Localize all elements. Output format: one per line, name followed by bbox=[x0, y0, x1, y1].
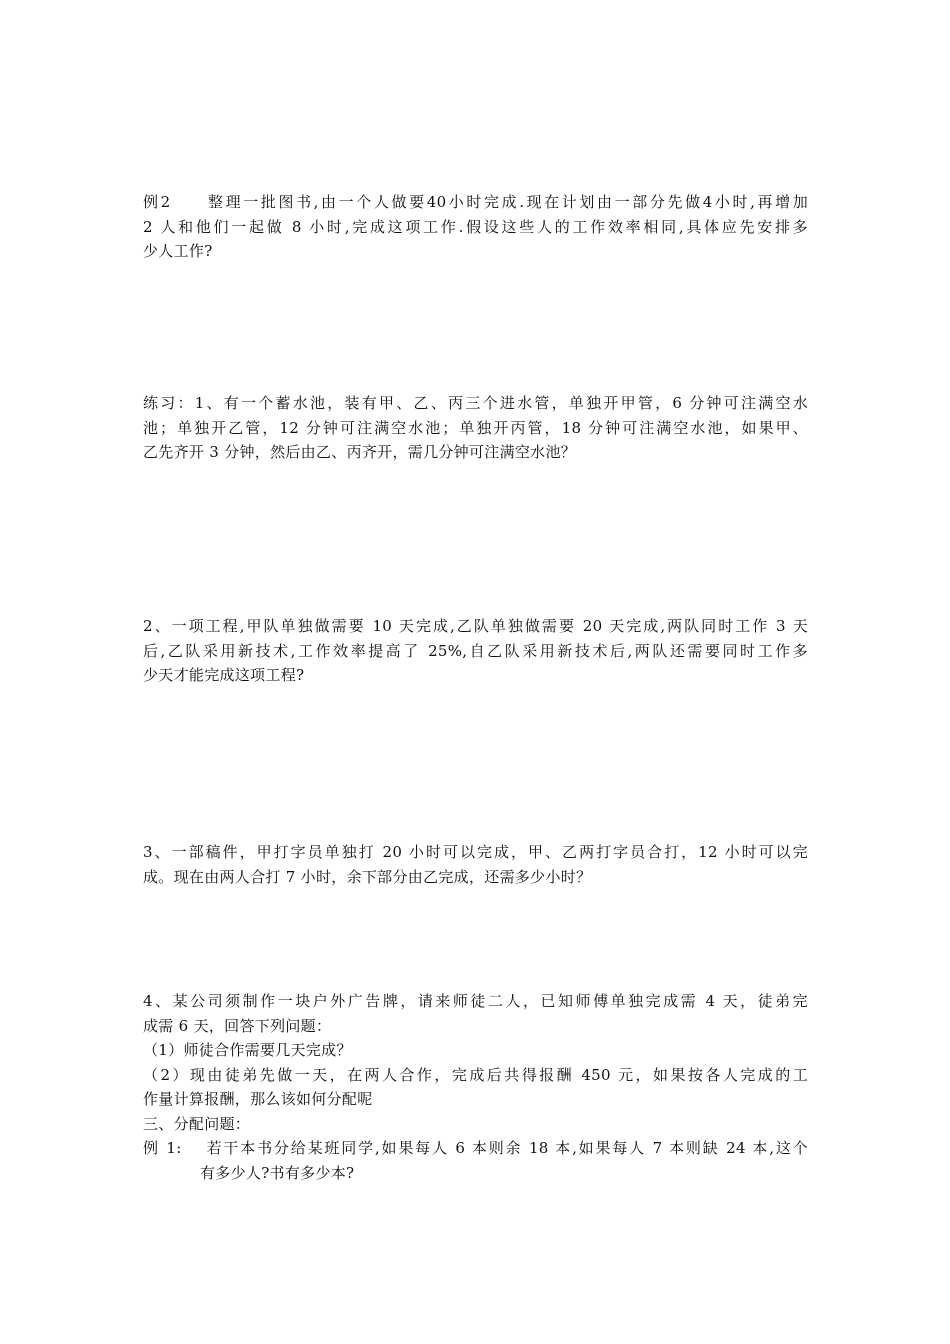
section-3-example-1-line-1: 例 1: 若干本书分给某班同学,如果每人 6 本则余 18 本,如果每人 7 本则缺 24 本,这个 bbox=[143, 1139, 808, 1157]
exercise-2-line-1: 2、一项工程,甲队单独做需要 10 天完成,乙队单独做需要 20 天完成,两队同时工作 3 天 bbox=[143, 617, 808, 635]
exercise-1-line-2: 池；单独开乙管，12 分钟可注满空水池；单独开丙管，18 分钟可注满空水池，如果甲、 bbox=[143, 418, 808, 437]
exercise-4-line-1: 4、某公司须制作一块户外广告牌，请来师徒二人，已知师傅单独完成需 4 天，徒弟完 bbox=[143, 992, 808, 1010]
example-2-line-2: 2 人和他们一起做 8 小时,完成这项工作.假设这些人的工作效率相同,具体应先安排多 bbox=[143, 217, 808, 236]
example-2-line-1: 例2 整理一批图书,由一个人做要40小时完成.现在计划由一部分先做4小时,再增加 bbox=[143, 193, 808, 211]
exercise-4-question-1: （1）师徒合作需要几天完成？ bbox=[143, 1041, 352, 1059]
exercise-2-line-3: 少天才能完成这项工程? bbox=[143, 666, 305, 684]
exercise-3-problem bbox=[143, 840, 808, 889]
exercise-1-problem bbox=[143, 391, 808, 465]
exercise-2-line-2: 后,乙队采用新技术,工作效率提高了 25%,自乙队采用新技术后,两队还需要同时工作多 bbox=[143, 641, 808, 660]
example-2-problem bbox=[143, 190, 808, 264]
exercise-1-line-1: 练习：1、有一个蓄水池，装有甲、乙、丙三个进水管，单独开甲管，6 分钟可注满空水 bbox=[143, 394, 808, 412]
section-3-heading: 三、分配问题： bbox=[143, 1114, 251, 1133]
exercise-4-line-5: 作量计算报酬，那么该如何分配呢 bbox=[143, 1090, 373, 1108]
exercise-4-problem bbox=[143, 989, 808, 1185]
exercise-4-line-2: 成需 6 天，回答下列问题： bbox=[143, 1016, 332, 1035]
section-3-example-1-line-2: 有多少人?书有多少本? bbox=[200, 1163, 355, 1182]
exercise-2-problem bbox=[143, 614, 808, 688]
exercise-1-line-3: 乙先齐开 3 分钟，然后由乙、丙齐开，需几分钟可注满空水池？ bbox=[143, 443, 577, 461]
example-2-line-3: 少人工作? bbox=[143, 242, 213, 260]
exercise-3-line-1: 3、一部稿件，甲打字员单独打 20 小时可以完成，甲、乙两打字员合打，12 小时可以完 bbox=[143, 843, 808, 861]
exercise-3-line-2: 成。现在由两人合打 7 小时，余下部分由乙完成，还需多少小时？ bbox=[143, 867, 592, 886]
exercise-4-question-2: （2）现由徒弟先做一天，在两人合作，完成后共得报酬 450 元，如果按各人完成的工 bbox=[143, 1065, 808, 1084]
